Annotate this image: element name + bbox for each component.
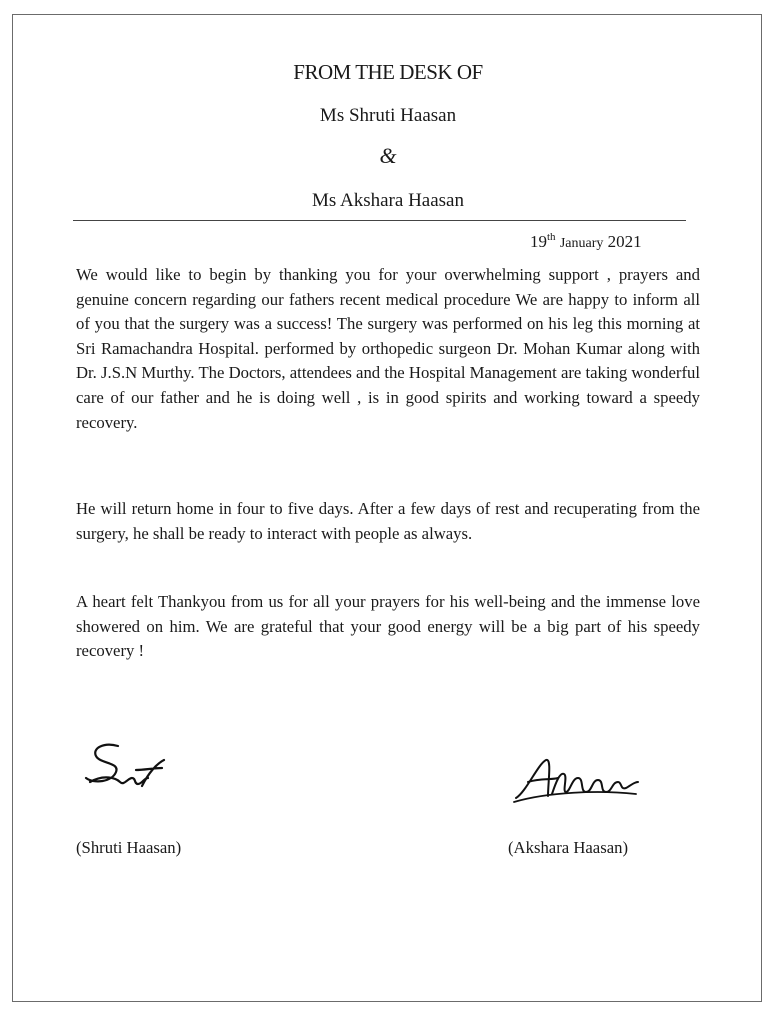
header-divider bbox=[73, 220, 686, 221]
letterhead-ampersand: & bbox=[379, 143, 397, 168]
letterhead-title: FROM THE DESK OF bbox=[293, 60, 483, 84]
date-suffix: th bbox=[547, 231, 556, 243]
signature-akshara bbox=[508, 752, 643, 812]
letter-date bbox=[530, 231, 642, 252]
letterhead-name-shruti: Ms Shruti Haasan bbox=[319, 105, 457, 126]
body-paragraph-3: A heart felt Thankyou from us for all your prayers for his well-being and the immense love showered on him. We are grateful that your good energy will be a big part of his speedy recovery ! bbox=[76, 592, 700, 661]
body-paragraph-2: He will return home in four to five days. After a few days of rest and recuperating from the surgery, he shall be ready to interact with people as always. bbox=[76, 499, 700, 543]
date-year: 2021 bbox=[607, 232, 642, 251]
date-month: January bbox=[559, 236, 604, 251]
body-paragraph-1: We would like to begin by thanking you for your overwhelming support , prayers and genuine concern regarding our fathers recent medical procedure We are happy to inform all of you that the surgery was a success! The surgery was performed on his leg this morning at Sri Ramachandra Hospital. performed by orthopedic surgeon Dr. Mohan Kumar along with Dr. J.S.N Murthy. The Doctors, attendees and the Hospital Management are taking wonderful care of our father and he is doing well , is in good spirits and working toward a speedy recovery. bbox=[76, 265, 700, 432]
signature-name-akshara: (Akshara Haasan) bbox=[508, 838, 628, 857]
signature-shruti bbox=[80, 738, 170, 798]
signature-name-shruti: (Shruti Haasan) bbox=[76, 838, 182, 857]
letterhead-name-akshara: Ms Akshara Haasan bbox=[312, 190, 464, 211]
date-day: 19 bbox=[530, 232, 547, 251]
